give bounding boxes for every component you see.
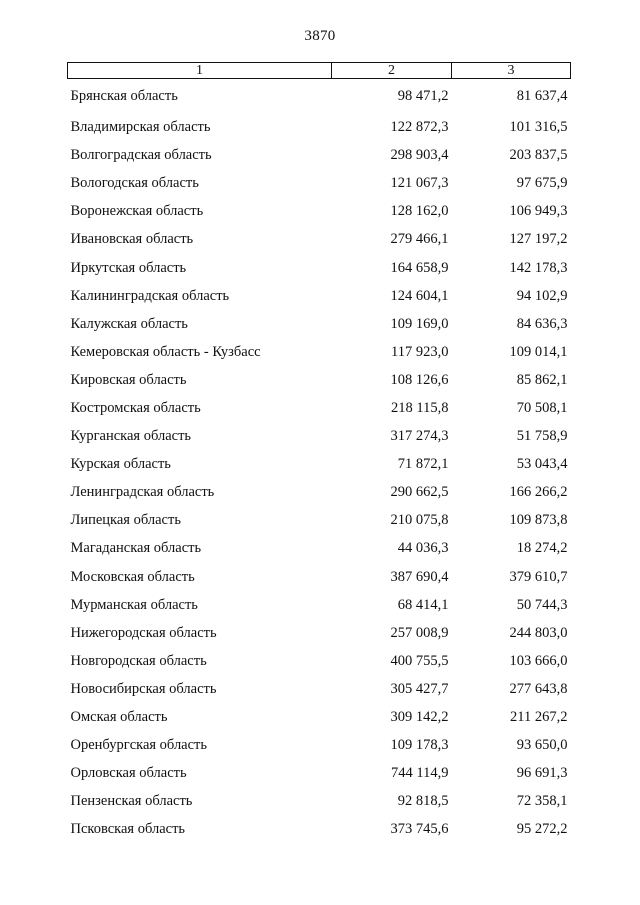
value-col-3: 96 691,3 xyxy=(516,765,568,782)
value-col-3: 70 508,1 xyxy=(516,399,568,416)
value-col-2: 108 126,6 xyxy=(390,371,449,388)
table-body xyxy=(68,79,571,844)
region-name: Нижегородская область xyxy=(70,624,217,641)
value-col-2: 128 162,0 xyxy=(390,203,449,220)
header-col-1: 1 xyxy=(68,63,332,79)
table-row xyxy=(68,79,571,114)
region-name: Калужская область xyxy=(70,315,188,332)
region-name: Воронежская область xyxy=(70,203,204,220)
value-col-2: 317 274,3 xyxy=(390,428,449,445)
table-row xyxy=(68,675,571,703)
value-col-2: 117 923,0 xyxy=(391,343,449,360)
table-header xyxy=(68,63,571,79)
region-name: Новгородская область xyxy=(70,652,207,669)
value-col-3: 203 837,5 xyxy=(509,147,568,164)
value-col-3: 72 358,1 xyxy=(516,793,568,810)
value-col-2: 92 818,5 xyxy=(397,793,449,810)
value-col-2: 279 466,1 xyxy=(390,231,449,248)
value-col-2: 164 658,9 xyxy=(390,259,449,276)
value-col-3: 103 666,0 xyxy=(509,652,568,669)
header-col-2: 2 xyxy=(332,63,452,79)
region-name: Вологодская область xyxy=(70,175,199,192)
region-name: Орловская область xyxy=(70,765,187,782)
table-row xyxy=(68,394,571,422)
value-col-3: 379 610,7 xyxy=(509,568,568,585)
table-row xyxy=(68,787,571,815)
value-col-2: 124 604,1 xyxy=(390,287,449,304)
region-name: Пензенская область xyxy=(70,793,193,810)
value-col-3: 211 267,2 xyxy=(510,709,568,726)
region-name: Магаданская область xyxy=(70,540,202,557)
value-col-2: 98 471,2 xyxy=(397,88,449,104)
table-row xyxy=(68,225,571,253)
table-row xyxy=(68,815,571,843)
table-row xyxy=(68,338,571,366)
value-col-2: 400 755,5 xyxy=(390,652,449,669)
region-name: Брянская область xyxy=(70,88,178,104)
value-col-3: 53 043,4 xyxy=(516,456,568,473)
table-row xyxy=(68,169,571,197)
table-row xyxy=(68,366,571,394)
region-name: Владимирская область xyxy=(70,119,211,136)
table-row xyxy=(68,703,571,731)
table-row xyxy=(68,478,571,506)
value-col-2: 44 036,3 xyxy=(397,540,449,557)
value-col-3: 95 272,2 xyxy=(516,821,568,838)
value-col-3: 85 862,1 xyxy=(516,371,568,388)
value-col-3: 81 637,4 xyxy=(516,88,568,104)
region-name: Московская область xyxy=(70,568,195,585)
value-col-2: 121 067,3 xyxy=(390,175,449,192)
value-col-2: 373 745,6 xyxy=(390,821,449,838)
value-col-3: 127 197,2 xyxy=(509,231,568,248)
value-col-2: 387 690,4 xyxy=(390,568,449,585)
value-col-3: 97 675,9 xyxy=(516,175,568,192)
value-col-2: 305 427,7 xyxy=(390,680,449,697)
value-col-2: 298 903,4 xyxy=(390,147,449,164)
value-col-2: 744 114,9 xyxy=(391,765,449,782)
value-col-3: 109 014,1 xyxy=(509,343,568,360)
table-row xyxy=(68,422,571,450)
region-name: Ивановская область xyxy=(70,231,194,248)
region-name: Волгоградская область xyxy=(70,147,212,164)
region-data-table xyxy=(67,62,571,843)
region-name: Курская область xyxy=(70,456,171,473)
table-row xyxy=(68,563,571,591)
table-row xyxy=(68,731,571,759)
value-col-3: 50 744,3 xyxy=(516,596,568,613)
region-name: Кемеровская область - Кузбасс xyxy=(70,343,261,360)
value-col-3: 109 873,8 xyxy=(509,512,568,529)
value-col-2: 210 075,8 xyxy=(390,512,449,529)
region-name: Костромская область xyxy=(70,399,201,416)
value-col-2: 257 008,9 xyxy=(390,624,449,641)
value-col-2: 290 662,5 xyxy=(390,484,449,501)
value-col-3: 18 274,2 xyxy=(516,540,568,557)
region-name: Новосибирская область xyxy=(70,680,217,697)
value-col-2: 122 872,3 xyxy=(390,119,449,136)
table-row xyxy=(68,647,571,675)
table-row xyxy=(68,141,571,169)
value-col-3: 101 316,5 xyxy=(509,119,568,136)
region-name: Мурманская область xyxy=(70,596,198,613)
region-name: Омская область xyxy=(70,709,168,726)
table-row xyxy=(68,506,571,534)
table-row xyxy=(68,282,571,310)
region-name: Иркутская область xyxy=(70,259,187,276)
value-col-2: 68 414,1 xyxy=(397,596,449,613)
value-col-2: 109 178,3 xyxy=(390,737,449,754)
value-col-3: 94 102,9 xyxy=(516,287,568,304)
table-row xyxy=(68,310,571,338)
header-col-3: 3 xyxy=(452,63,571,79)
value-col-3: 142 178,3 xyxy=(509,259,568,276)
value-col-2: 71 872,1 xyxy=(397,456,449,473)
value-col-2: 109 169,0 xyxy=(390,315,449,332)
value-col-3: 244 803,0 xyxy=(509,624,568,641)
table-row xyxy=(68,113,571,141)
region-name: Псковская область xyxy=(70,821,186,838)
region-name: Калининградская область xyxy=(70,287,230,304)
region-name: Курганская область xyxy=(70,428,192,445)
value-col-2: 309 142,2 xyxy=(390,709,449,726)
value-col-3: 51 758,9 xyxy=(516,428,568,445)
value-col-3: 277 643,8 xyxy=(509,680,568,697)
value-col-3: 84 636,3 xyxy=(516,315,568,332)
region-name: Кировская область xyxy=(70,371,187,388)
region-name: Липецкая область xyxy=(70,512,181,529)
table-row xyxy=(68,619,571,647)
region-name: Ленинградская область xyxy=(70,484,215,501)
table-row xyxy=(68,253,571,281)
table-row xyxy=(68,759,571,787)
region-name: Оренбургская область xyxy=(70,737,208,754)
value-col-2: 218 115,8 xyxy=(391,399,449,416)
table-row xyxy=(68,591,571,619)
page-number: 3870 xyxy=(304,28,336,44)
value-col-3: 93 650,0 xyxy=(516,737,568,754)
value-col-3: 106 949,3 xyxy=(509,203,568,220)
table-row xyxy=(68,197,571,225)
header-row xyxy=(68,63,571,79)
table-row xyxy=(68,450,571,478)
value-col-3: 166 266,2 xyxy=(509,484,568,501)
table-row xyxy=(68,534,571,562)
